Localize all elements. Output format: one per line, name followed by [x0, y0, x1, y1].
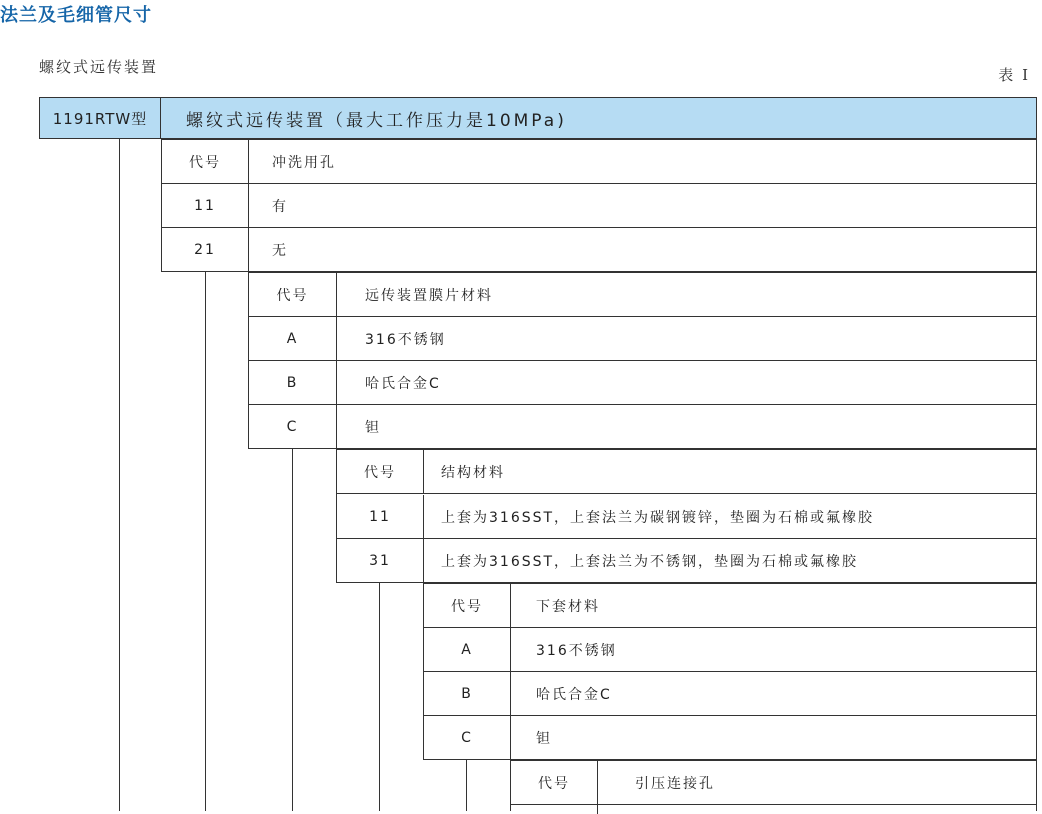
description-cell: 钽	[365, 419, 381, 436]
table-row	[337, 450, 1036, 494]
description-cell: 远传装置膜片材料	[365, 287, 493, 304]
description-cell: 有	[272, 198, 288, 215]
model-code: 1191RTW型	[40, 98, 161, 138]
flush-port-table	[161, 139, 1037, 272]
table-row	[249, 361, 1036, 405]
table-row	[249, 405, 1036, 449]
code-cell: 11	[162, 184, 249, 227]
pressure-connection-table	[510, 760, 1037, 811]
table-row	[162, 228, 1036, 272]
table-row	[249, 317, 1036, 361]
code-cell: 21	[162, 228, 249, 271]
code-cell: A	[249, 317, 337, 360]
code-cell: 代号	[162, 140, 249, 183]
code-cell: C	[424, 716, 511, 759]
code-cell: 代号	[249, 273, 337, 316]
table-row	[337, 495, 1036, 539]
connector-line	[205, 272, 206, 811]
code-cell: A	[424, 628, 511, 671]
code-cell: 代号	[337, 450, 424, 493]
table-row	[249, 273, 1036, 317]
section-subtitle: 螺纹式远传装置	[39, 58, 159, 76]
table-row	[337, 539, 1036, 583]
description-cell: 钽	[536, 730, 552, 747]
connector-line	[379, 583, 380, 811]
connector-line	[292, 449, 293, 811]
model-header-row	[39, 97, 1037, 139]
description-cell: 哈氏合金C	[365, 375, 441, 392]
description-cell: 上套为316SST，上套法兰为碳钢镀锌，垫圈为石棉或氟橡胶	[441, 509, 875, 526]
table-row	[424, 716, 1036, 760]
table-row	[511, 761, 1036, 805]
diaphragm-material-table	[248, 272, 1037, 449]
table-number: 表 I	[998, 66, 1030, 84]
description-cell: 316不锈钢	[365, 331, 446, 348]
description-cell: 引压连接孔	[635, 775, 715, 792]
code-cell: 代号	[511, 761, 598, 804]
table-row	[424, 628, 1036, 672]
table-row	[162, 184, 1036, 228]
column-divider	[597, 804, 598, 814]
code-cell: B	[424, 672, 511, 715]
description-cell: 哈氏合金C	[536, 686, 612, 703]
code-cell: 31	[337, 539, 424, 582]
code-cell: 代号	[424, 584, 511, 627]
description-cell: 无	[272, 242, 288, 259]
table-row	[162, 140, 1036, 184]
description-cell: 结构材料	[441, 464, 505, 481]
code-cell: C	[249, 405, 337, 448]
description-cell: 上套为316SST，上套法兰为不锈钢，垫圈为石棉或氟橡胶	[441, 553, 859, 570]
connector-line	[466, 760, 467, 811]
code-cell: B	[249, 361, 337, 404]
description-cell: 316不锈钢	[536, 642, 617, 659]
connector-line	[119, 139, 120, 811]
page-title: 法兰及毛细管尺寸	[0, 5, 152, 26]
lower-housing-material-table	[423, 583, 1037, 760]
description-cell: 下套材料	[536, 598, 600, 615]
structure-material-table	[336, 449, 1037, 583]
table-row	[424, 584, 1036, 628]
description-cell: 冲洗用孔	[272, 154, 336, 171]
table-row	[424, 672, 1036, 716]
code-cell: 11	[337, 495, 424, 538]
model-description: 螺纹式远传装置（最大工作压力是10MPa)	[186, 110, 567, 131]
